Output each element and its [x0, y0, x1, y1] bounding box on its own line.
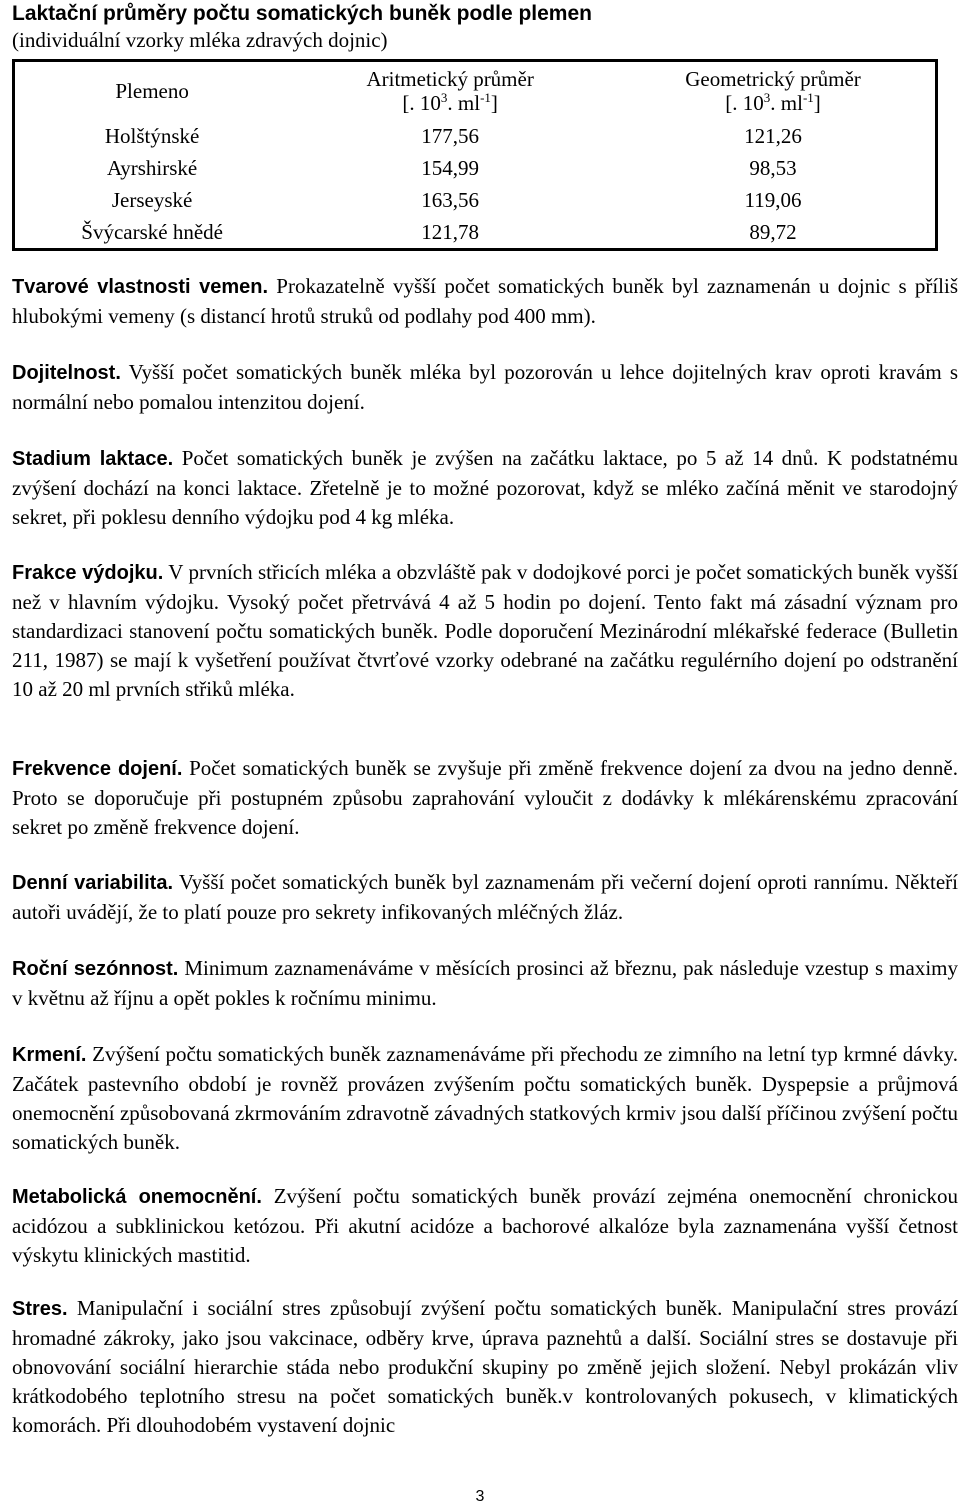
- unit-suffix: ]: [813, 91, 821, 115]
- header-breed: Plemeno: [115, 79, 189, 103]
- unit-middle: . ml: [770, 91, 803, 115]
- paragraph-lactation-stage: [12, 444, 958, 532]
- paragraph-text: Prokazatelně vyšší počet somatických buněk byl zaznamenán u dojnic s příliš hlubokými vemeny (s distancí hrotů struků od podlahy pod 400 mm).: [12, 274, 959, 328]
- table-row: [14, 152, 937, 184]
- document-title: Laktační průměry počtu somatických buněk podle plemen: [12, 2, 592, 25]
- document-page: [12, 0, 959, 1437]
- paragraph-heading: Stadium laktace.: [12, 448, 174, 470]
- cell-geometric: 119,06: [744, 188, 802, 212]
- header-geometric-mean: [611, 61, 936, 121]
- paragraph-heading: Tvarové vlastnosti vemen.: [12, 276, 269, 298]
- unit-prefix: [. 10: [725, 91, 764, 115]
- paragraph-text: Vyšší počet somatických buněk byl zaznamenám při večerní dojení oproti rannímu. Někteří autoři uvádějí, že to platí pouze pro sekrety infikovaných mléčných žláz.: [12, 870, 958, 924]
- unit-middle: . ml: [447, 91, 481, 115]
- cell-geometric: 98,53: [749, 156, 797, 180]
- paragraph-text: Minimum zaznamenáváme v měsících prosinci až březnu, pak následuje vzestup s maximy v květnu až říjnu a opět pokles k ročnímu minimu.: [12, 956, 958, 1010]
- paragraph-heading: Stres.: [12, 1298, 68, 1320]
- paragraph-heading: Frekvence dojení.: [12, 758, 183, 780]
- paragraph-milk-fraction: [12, 558, 958, 704]
- paragraph-heading: Frakce výdojku.: [12, 562, 164, 584]
- table-header-row: [14, 61, 937, 121]
- paragraph-feeding: [12, 1040, 958, 1157]
- paragraph-metabolic-diseases: [12, 1182, 958, 1270]
- paragraph-seasonality: [12, 954, 958, 1013]
- cell-arithmetic: 177,56: [421, 124, 480, 148]
- paragraph-text: Počet somatických buněk je zvýšen na začátku laktace, po 5 až 14 dnů. K podstatnému zvýšení dochází na konci laktace. Zřetelně je to možné pozorovat, když se mléko začíná měnit ve starodojný sekret, při poklesu denního výdojku pod 4 kg mléka.: [12, 446, 959, 529]
- unit-exponent-2: -1: [480, 90, 491, 105]
- paragraph-text: Zvýšení počtu somatických buněk provází zejména onemocnění chronickou acidózou a subklinickou ketózou. Při akutní acidóze a bachorové alkalóze byla zaznamenána vyšší četnost výskytu klinických mastitid.: [12, 1184, 959, 1267]
- paragraph-text: Manipulační i sociální stres způsobují zvýšení počtu somatických buněk. Manipulační stres provází hromadné zákroky, jako jsou vakcinace, odběry krve, úprava paznehtů a další. Sociální stres se dostavuje při obnovování sociální hierarchie stáda nebo produkční skupiny po změně jejich složení. Nebyl prokázán vliv krátkodobého teplotního stresu na počet somatických buněk.v kontrolovaných pokusech, v klimatických komorách. Při dlouhodobém vystavení dojnic: [12, 1296, 958, 1437]
- cell-breed: Ayrshirské: [107, 156, 198, 180]
- paragraph-daily-variability: [12, 868, 958, 927]
- unit-exponent-2: -1: [802, 90, 814, 105]
- header-geometric-unit: [611, 91, 935, 115]
- paragraph-heading: Roční sezónnost.: [12, 958, 179, 980]
- document-subtitle: (individuální vzorky mléka zdravých dojnic): [12, 28, 388, 52]
- cell-arithmetic: 163,56: [421, 188, 480, 212]
- paragraph-text: Zvýšení počtu somatických buněk zaznamenáváme při přechodu ze zimního na letní typ krmné dávky. Začátek pastevního období je rovněž provázen zvýšením počtu somatických buněk. Dyspepsie a průjmová onemocnění způsobovaná zkrmováním zdravotně závadných statkových krmiv jsou další příčinou zvýšení počtu somatických buněk.: [12, 1042, 958, 1154]
- unit-suffix: ]: [490, 91, 498, 115]
- paragraph-text: Počet somatických buněk se zvyšuje při změně frekvence dojení za dvou na jedno denně. Proto se doporučuje při postupném způsobu zaprahování vyloučit z dodávky k mlékárenskému zpracování sekret po změně frekvence dojení.: [12, 756, 958, 839]
- table-row: [14, 184, 937, 216]
- unit-prefix: [. 10: [402, 91, 441, 115]
- cell-breed: Jerseyské: [111, 188, 193, 212]
- table-row: [14, 120, 937, 152]
- cell-arithmetic: 154,99: [421, 156, 480, 180]
- cell-geometric: 89,72: [749, 220, 797, 244]
- paragraph-milkability: [12, 358, 958, 417]
- cell-breed: Holštýnské: [104, 124, 200, 148]
- unit-exponent: 3: [763, 90, 771, 105]
- somatic-cells-table: [12, 59, 938, 251]
- header-arithmetic-unit: [289, 91, 611, 115]
- page-number: 3: [475, 1488, 485, 1505]
- cell-arithmetic: 121,78: [421, 220, 480, 244]
- paragraph-stress: [12, 1294, 958, 1440]
- paragraph-text: V prvních střicích mléka a obzvláště pak v dodojkové porci je počet somatických buněk vyšší než v hlavním výdojku. Vysoký počet přetrvává 4 až 5 hodin po dojení. Tento fakt má zásadní význam pro standardizaci stanovení počtu somatických buněk. Podle doporučení Mezinárodní mlékařské federace (Bulletin 211, 1987) se mají k vyšetření používat čtvrťové vzorky odebrané na začátku regulérního dojení po odstranění 10 až 20 ml prvních střiků mléka.: [12, 560, 959, 701]
- header-arithmetic-mean: [289, 61, 611, 121]
- paragraph-heading: Metabolická onemocnění.: [12, 1186, 262, 1208]
- paragraph-heading: Krmení.: [12, 1044, 87, 1066]
- paragraph-text: Vyšší počet somatických buněk mléka byl pozorován u lehce dojitelných krav oproti kravám s normální nebo pomalou intenzitou dojení.: [12, 360, 958, 414]
- paragraph-heading: Dojitelnost.: [12, 362, 121, 384]
- unit-exponent: 3: [440, 90, 448, 105]
- header-arithmetic-label: Aritmetický průměr: [366, 67, 534, 91]
- paragraph-udder-shape: [12, 272, 958, 331]
- cell-breed: Švýcarské hnědé: [81, 220, 223, 244]
- paragraph-heading: Denní variabilita.: [12, 872, 174, 894]
- cell-geometric: 121,26: [744, 124, 802, 148]
- table-row: [14, 216, 937, 250]
- paragraph-milking-frequency: [12, 754, 958, 842]
- header-geometric-label: Geometrický průměr: [685, 67, 861, 91]
